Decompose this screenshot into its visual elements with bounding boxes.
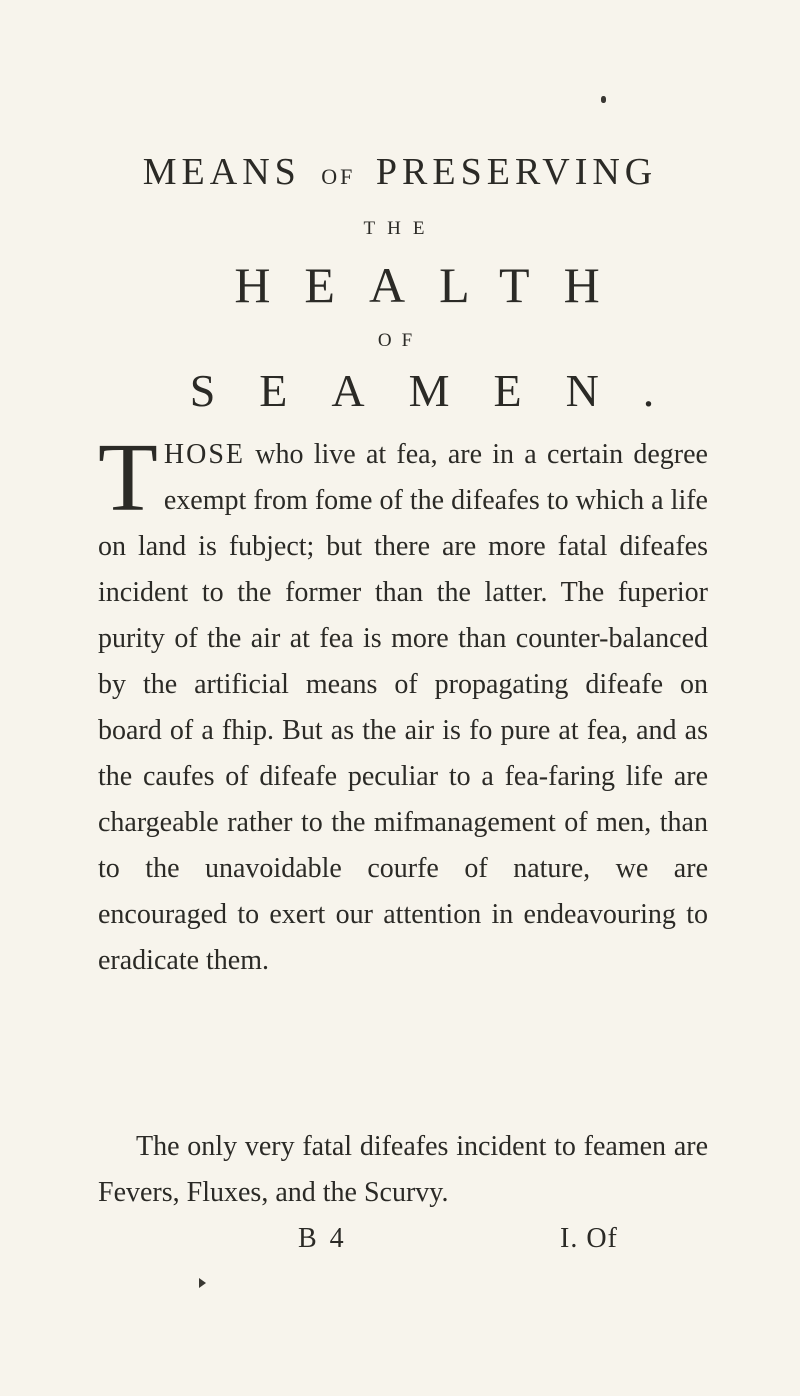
catchword: I. Of bbox=[560, 1223, 618, 1254]
drop-cap: T bbox=[98, 424, 158, 532]
signature-mark: B 4 bbox=[298, 1223, 347, 1254]
paragraph-1 bbox=[98, 424, 708, 984]
heading-of: OF bbox=[377, 330, 423, 351]
heading-of-small: OF bbox=[321, 164, 356, 189]
ink-speck bbox=[601, 96, 606, 103]
heading-line-means-of-preserving bbox=[0, 150, 800, 194]
ink-speck bbox=[199, 1278, 206, 1288]
paragraph-1-caps-word: HOSE bbox=[163, 439, 245, 470]
heading-means: MEANS bbox=[142, 151, 301, 193]
heading-preserving: PRESERVING bbox=[375, 151, 658, 193]
paragraph-1-text: who live at fea, are in a certain degree exempt from fome of the difeafes to which a life on land is fubject; but there are more fatal difeafes incident to the former than the latter. The fuperior purity of the air at fea is more than counter-balanced by the artificial means of propagating difeafe on board of a fhip. But as the air is fo pure at fea, and as the caufes of difeafe peculiar to a fea-faring life are chargeable rather to the mifmanagement of men, than to the unavoidable courfe of nature, we are encouraged to exert our attention in endeavouring to eradicate them. bbox=[98, 439, 708, 976]
paragraph-2: The only very fatal difeafes incident to feamen are Fevers, Fluxes, and the Scurvy. bbox=[98, 1131, 708, 1208]
heading-seamen: SEAMEN. bbox=[189, 365, 699, 416]
heading-the: THE bbox=[363, 218, 437, 239]
heading-health: HEALTH bbox=[234, 257, 634, 313]
